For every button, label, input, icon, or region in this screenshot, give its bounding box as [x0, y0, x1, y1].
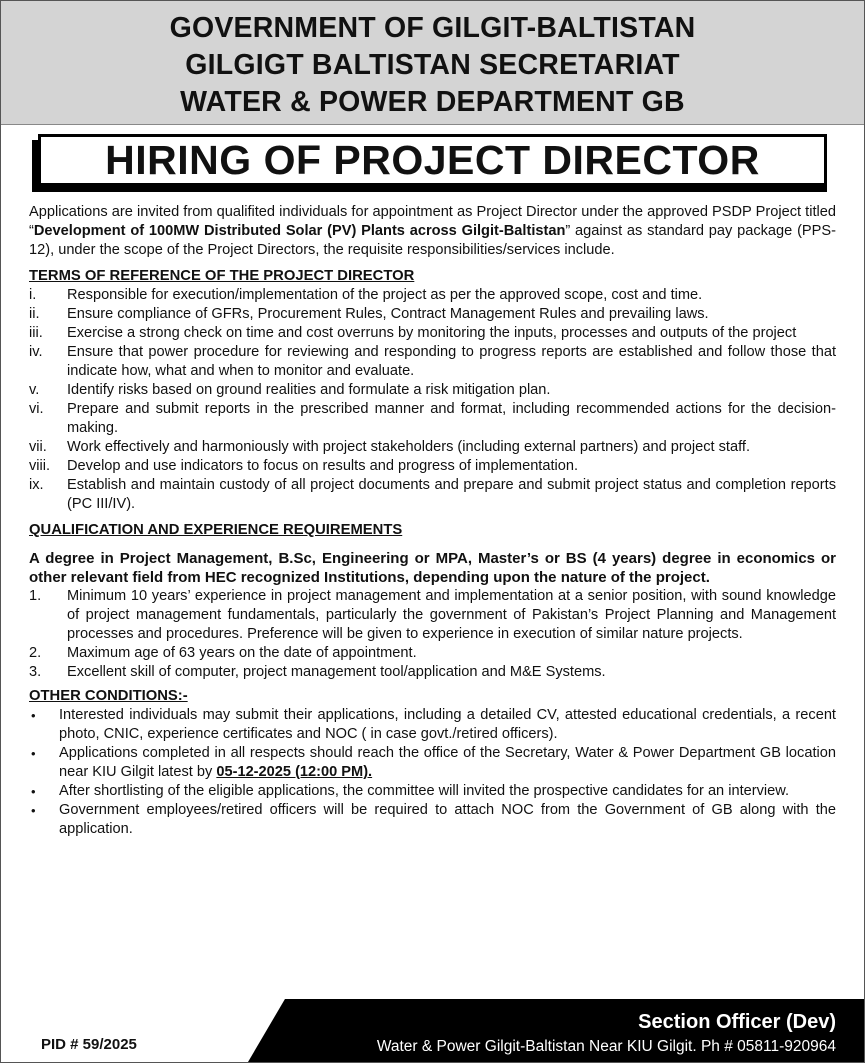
bullet-marker: •: [31, 784, 36, 799]
section-officer: Section Officer (Dev): [638, 1011, 836, 1033]
condition-item: [29, 706, 836, 744]
deadline-date: 05-12-2025 (12:00 PM).: [216, 764, 373, 780]
header-line-3: WATER & POWER DEPARTMENT GB: [180, 86, 685, 118]
bullet-marker: •: [31, 746, 36, 761]
list-marker: 2.: [29, 645, 42, 661]
qualification-heading: QUALIFICATION AND EXPERIENCE REQUIREMENTS: [29, 522, 403, 538]
list-marker: iii.: [29, 325, 43, 341]
tor-item: [29, 457, 836, 476]
content-body: [1, 203, 864, 839]
list-marker: iv.: [29, 344, 43, 360]
requirement-item: [29, 644, 836, 663]
tor-list: [29, 286, 836, 514]
condition-item: [29, 744, 836, 782]
list-marker: viii.: [29, 458, 51, 474]
tor-item: [29, 343, 836, 381]
tor-item: [29, 324, 836, 343]
title-frame: [32, 134, 832, 192]
list-item-text: Minimum 10 years’ experience in project management and implementation at a senior position, with sound knowledge of project management fundamentals, particularly the government of Pakistan’s Project Planning and Management processes and procedures. Preference will be given to experience in execution of similar nature projects.: [67, 588, 836, 642]
condition-item: [29, 801, 836, 839]
list-item-text: Excellent skill of computer, project management tool/application and M&E Systems.: [67, 664, 606, 680]
tor-heading: TERMS OF REFERENCE OF THE PROJECT DIRECTOR: [29, 268, 415, 284]
list-item-text: Responsible for execution/implementation of the project as per the approved scope, cost and time.: [67, 287, 703, 303]
list-marker: 3.: [29, 664, 42, 680]
pid-number: PID # 59/2025: [41, 1036, 137, 1053]
degree-requirement: A degree in Project Management, B.Sc, Engineering or MPA, Master’s or BS (4 years) degree in economics or other relevant field from HEC recognized Institutions, depending upon the nature of the project.: [29, 550, 836, 586]
condition-item: [29, 782, 836, 801]
list-item-text: Prepare and submit reports in the prescribed manner and format, including recommended actions for the decision-making.: [67, 401, 836, 436]
list-marker: vii.: [29, 439, 47, 455]
tor-item: [29, 400, 836, 438]
office-address: Water & Power Gilgit-Baltistan Near KIU Gilgit. Ph # 05811-920964: [376, 1038, 836, 1055]
requirement-item: [29, 663, 836, 682]
bullet-marker: •: [31, 708, 36, 723]
page-title: HIRING OF PROJECT DIRECTOR: [38, 134, 827, 186]
project-title: Development of 100MW Distributed Solar (PV) Plants across Gilgit-Baltistan: [33, 223, 566, 239]
header-line-2: GILGIGT BALTISTAN SECRETARIAT: [185, 49, 680, 81]
requirement-item: [29, 587, 836, 644]
condition-text: Applications completed in all respects should reach the office of the Secretary, Water & Power Department GB location near KIU Gilgit latest by: [59, 745, 836, 780]
list-item-text: Identify risks based on ground realities and formulate a risk mitigation plan.: [67, 382, 551, 398]
footer: [1, 999, 864, 1062]
list-item-text: Ensure that power procedure for reviewing and responding to progress reports are established and follow those that indicate how, what and when to monitor and evaluate.: [67, 344, 836, 379]
list-marker: i.: [29, 287, 37, 303]
condition-text: Government employees/retired officers will be required to attach NOC from the Government of GB along with the application.: [59, 802, 836, 837]
tor-item: [29, 476, 836, 514]
list-marker: 1.: [29, 588, 42, 604]
header-banner: [1, 1, 864, 125]
list-marker: v.: [29, 382, 40, 398]
conditions-heading: OTHER CONDITIONS:-: [29, 688, 188, 704]
bullet-marker: •: [31, 803, 36, 818]
list-item-text: Exercise a strong check on time and cost overruns by monitoring the inputs, processes and outputs of the project: [67, 325, 797, 341]
tor-item: [29, 438, 836, 457]
tor-item: [29, 286, 836, 305]
intro-text-2: ” against as standard pay package (PPS-12), under the scope of the Project Directors, the requisite responsibilities/services include.: [29, 223, 836, 258]
header-line-1: GOVERNMENT OF GILGIT-BALTISTAN: [169, 12, 696, 44]
intro-text-1: Applications are invited from qualifited individuals for appointment as Project Director under the approved PSDP Project titled “: [29, 204, 836, 239]
condition-text: Interested individuals may submit their applications, including a detailed CV, attested educational credentials, a recent photo, CNIC, experience certificates and NOC ( in case govt./retired officers).: [59, 707, 836, 742]
list-item-text: Develop and use indicators to focus on results and progress of implementation.: [67, 458, 579, 474]
conditions-list: [29, 706, 836, 839]
list-marker: ii.: [29, 306, 40, 322]
requirements-list: [29, 587, 836, 682]
list-marker: vi.: [29, 401, 44, 417]
tor-item: [29, 381, 836, 400]
list-marker: ix.: [29, 477, 44, 493]
list-item-text: Maximum age of 63 years on the date of appointment.: [67, 645, 417, 661]
list-item-text: Ensure compliance of GFRs, Procurement Rules, Contract Management Rules and prevailing laws.: [67, 306, 709, 322]
tor-item: [29, 305, 836, 324]
condition-text: After shortlisting of the eligible applications, the committee will invited the prospective candidates for an interview.: [59, 783, 790, 799]
list-item-text: Work effectively and harmoniously with project stakeholders (including external partners) and project staff.: [67, 439, 751, 455]
intro-paragraph: [29, 203, 836, 260]
list-item-text: Establish and maintain custody of all project documents and prepare and submit project status and completion reports (PC III/IV).: [67, 477, 836, 512]
